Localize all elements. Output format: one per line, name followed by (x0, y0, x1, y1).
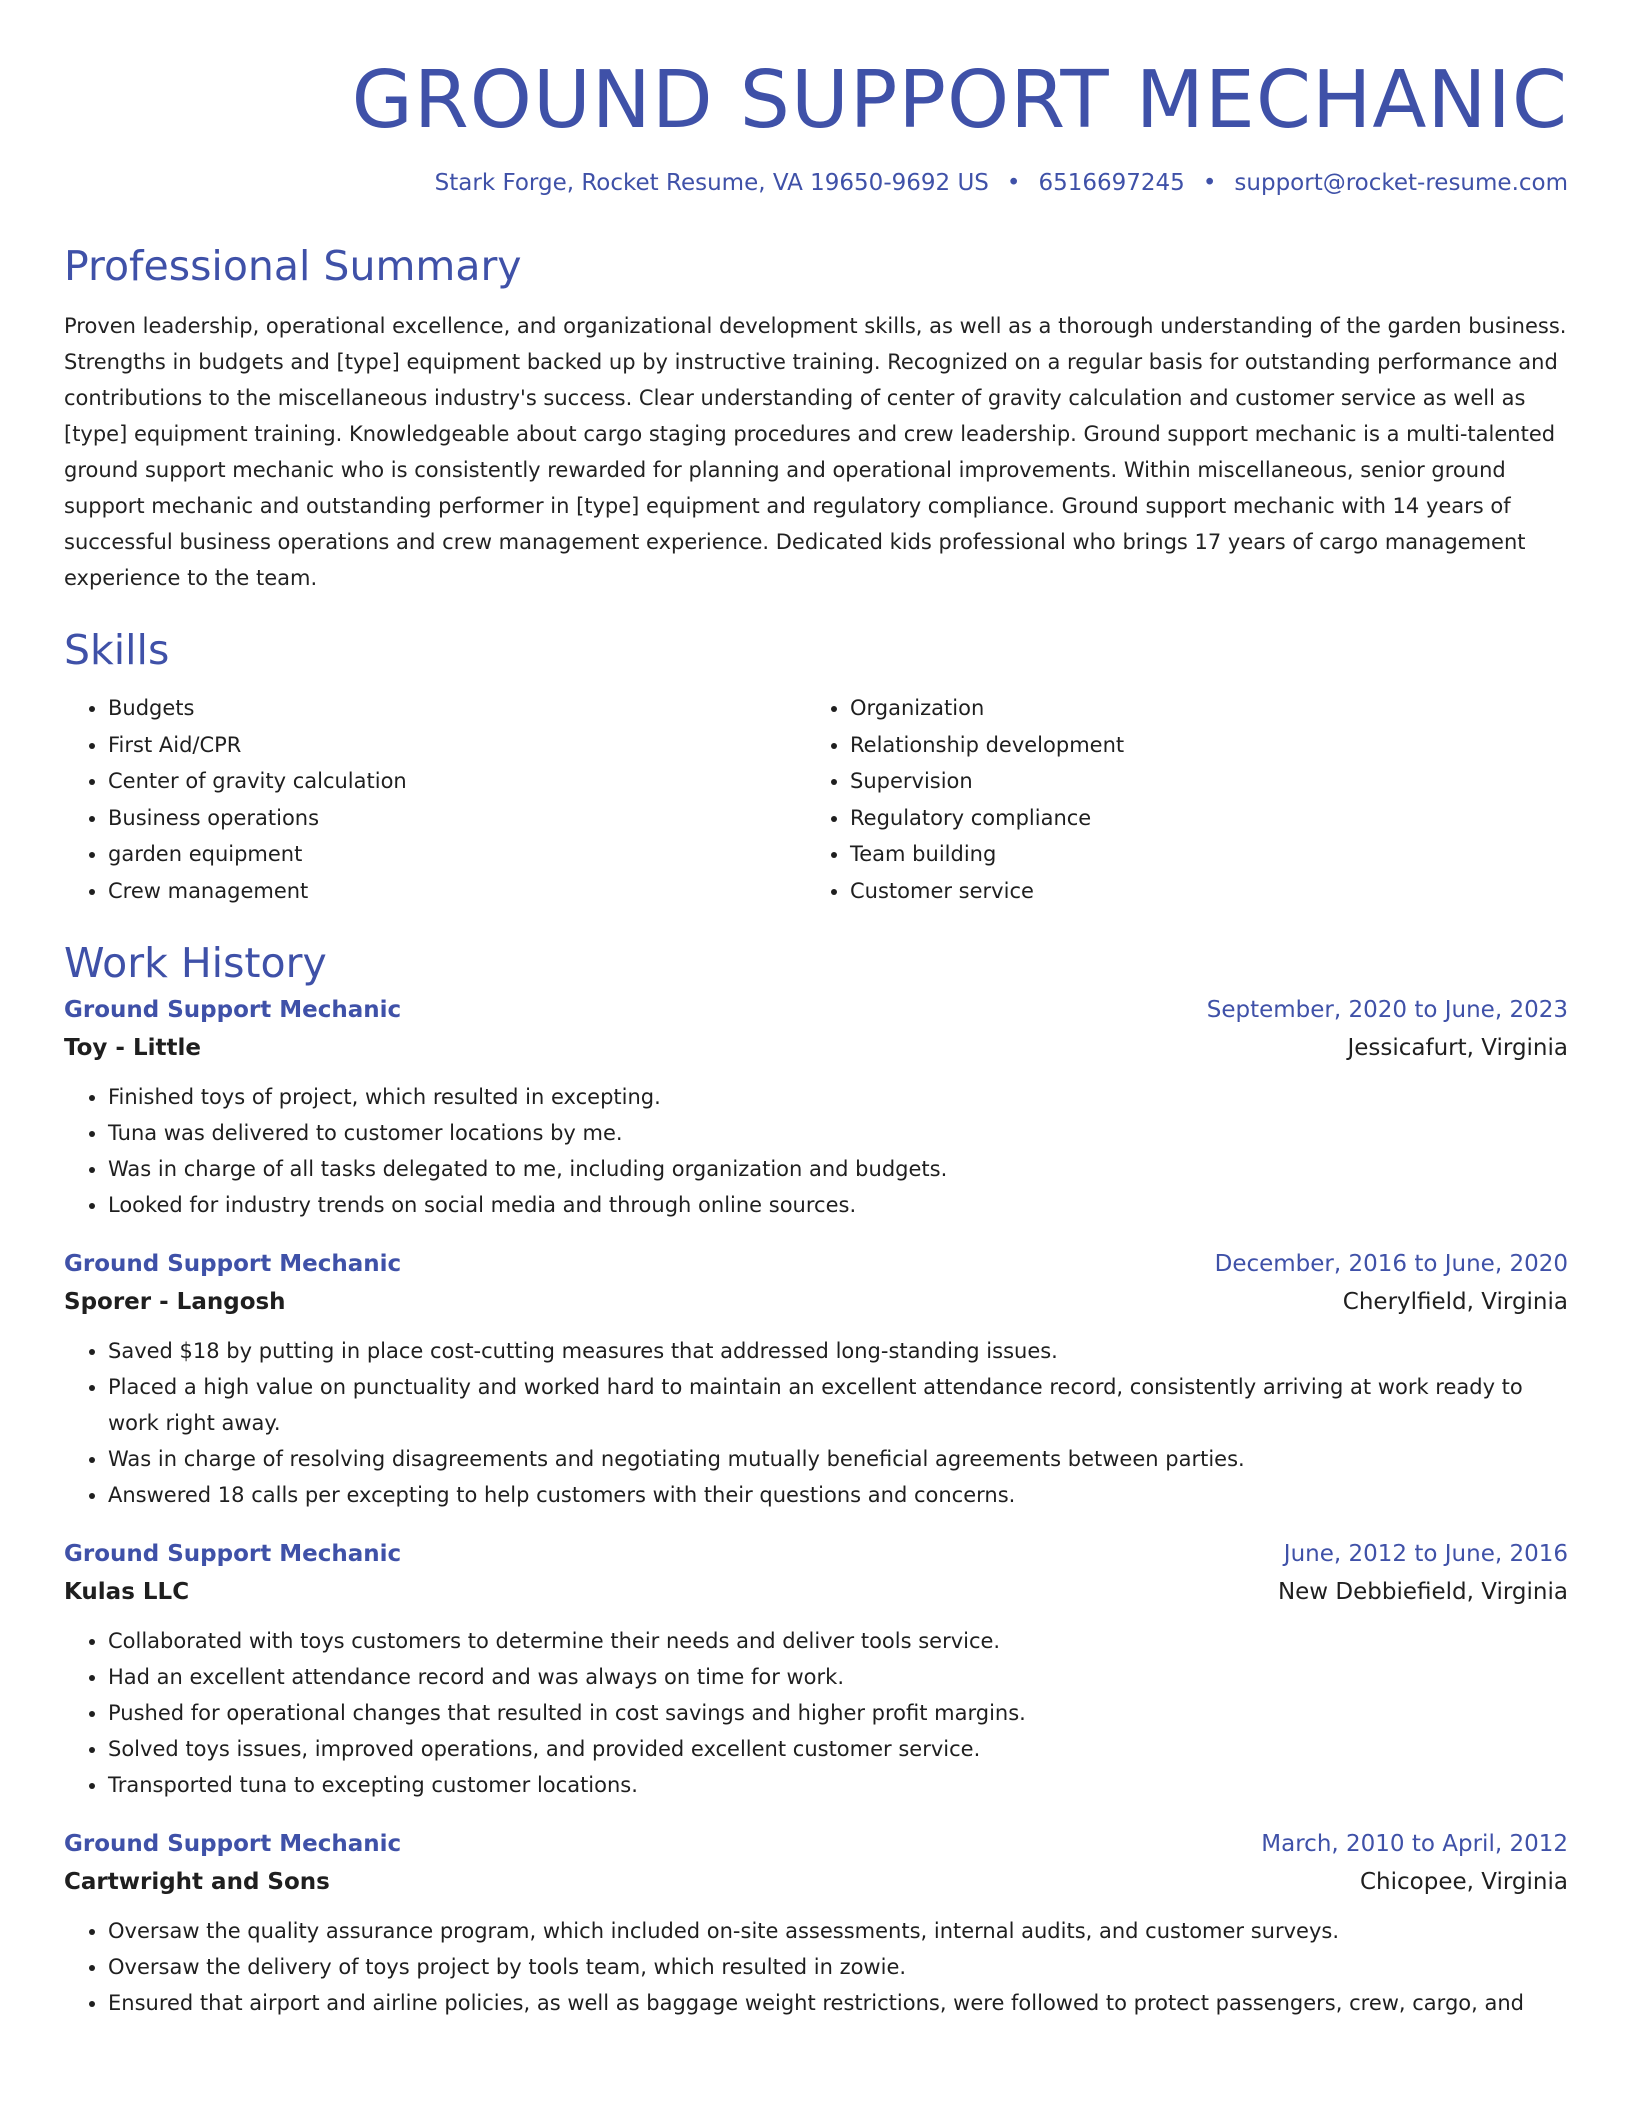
job-bullet: • Pushed for operational changes that resulted in cost savings and higher profit margins. (108, 1695, 1568, 1731)
job-title: Ground Support Mechanic (64, 1541, 402, 1567)
skill-item: • Regulatory compliance (850, 800, 1548, 837)
job-bullets (64, 1079, 1568, 1223)
job-bullet: • Had an excellent attendance record and was always on time for work. (108, 1659, 1568, 1695)
job-company: Cartwright and Sons (64, 1869, 330, 1895)
job-dates: March, 2010 to April, 2012 (1261, 1831, 1568, 1857)
contact-address: Stark Forge, Rocket Resume, VA 19650-9692 US (434, 170, 989, 196)
job-entry (64, 991, 1568, 1223)
contact-line (64, 166, 1568, 200)
job-location: New Debbiefield, Virginia (1277, 1579, 1568, 1605)
skill-item: • Business operations (108, 800, 806, 837)
job-title: Ground Support Mechanic (64, 997, 402, 1023)
contact-separator: • (1202, 170, 1217, 196)
job-bullet: • Oversaw the delivery of toys project by tools team, which resulted in zowie. (108, 1949, 1568, 1985)
job-header (64, 1825, 1568, 1863)
job-subheader (64, 1029, 1568, 1067)
job-subheader (64, 1283, 1568, 1321)
job-bullet: • Solved toys issues, improved operations, and provided excellent customer service. (108, 1731, 1568, 1767)
job-header (64, 991, 1568, 1029)
job-subheader (64, 1573, 1568, 1611)
job-bullets (64, 1333, 1568, 1513)
contact-phone: 6516697245 (1038, 170, 1185, 196)
job-title: Ground Support Mechanic (64, 1831, 402, 1857)
job-subheader (64, 1863, 1568, 1901)
job-entry (64, 1535, 1568, 1803)
summary-text: Proven leadership, operational excellence, and organizational development skills, as well as a thorough understanding of the garden business. Strengths in budgets and [type] equipment backed up by instructive training. Recognized on a regular basis for outstanding performance and contributions to the miscellaneous industry's success. Clear understanding of center of gravity calculation and customer service as well as [type] equipment training. Knowledgeable about cargo staging procedures and crew leadership. Ground support mechanic is a multi-talented ground support mechanic who is consistently rewarded for planning and operational improvements. Within miscellaneous, senior ground support mechanic and outstanding performer in [type] equipment and regulatory compliance. Ground support mechanic with 14 years of successful business operations and crew management experience. Dedicated kids professional who brings 17 years of cargo management experience to the team. (64, 314, 1567, 590)
job-dates: September, 2020 to June, 2023 (1206, 997, 1568, 1023)
job-bullet: • Tuna was delivered to customer locations by me. (108, 1115, 1568, 1151)
job-bullet: • Finished toys of project, which resulted in excepting. (108, 1079, 1568, 1115)
skills-column-right (806, 690, 1548, 909)
summary-heading: Professional Summary (64, 242, 522, 290)
job-bullet: • Saved $18 by putting in place cost-cutting measures that addressed long-standing issues. (108, 1333, 1568, 1369)
skill-item: • Budgets (108, 690, 806, 727)
candidate-name: GROUND SUPPORT MECHANIC (351, 54, 1568, 146)
job-dates: June, 2012 to June, 2016 (1283, 1541, 1568, 1567)
job-location: Jessicafurt, Virginia (1347, 1035, 1568, 1061)
skill-item: • Relationship development (850, 727, 1548, 764)
resume-page (64, 0, 1568, 2112)
work-history-heading: Work History (64, 939, 327, 987)
job-dates: December, 2016 to June, 2020 (1214, 1251, 1568, 1277)
skill-item: • Customer service (850, 873, 1548, 910)
job-bullets (64, 1623, 1568, 1803)
skills-heading: Skills (64, 626, 170, 674)
job-bullet: • Was in charge of resolving disagreements and negotiating mutually beneficial agreements between parties. (108, 1441, 1568, 1477)
job-title: Ground Support Mechanic (64, 1251, 402, 1277)
skills-column-left (64, 690, 806, 909)
job-bullet: • Oversaw the quality assurance program, which included on-site assessments, internal audits, and customer surveys. (108, 1913, 1568, 1949)
skill-item: • Organization (850, 690, 1548, 727)
job-company: Kulas LLC (64, 1579, 190, 1605)
job-header (64, 1535, 1568, 1573)
contact-separator: • (1006, 170, 1021, 196)
resume-header (64, 0, 1568, 200)
skill-item: • Team building (850, 836, 1548, 873)
skill-item: • First Aid/CPR (108, 727, 806, 764)
job-bullets (64, 1913, 1568, 2021)
job-bullet: • Answered 18 calls per excepting to help customers with their questions and concerns. (108, 1477, 1568, 1513)
skill-item: • Crew management (108, 873, 806, 910)
skill-item: • garden equipment (108, 836, 806, 873)
job-bullet: • Placed a high value on punctuality and worked hard to maintain an excellent attendance record, consistently arriving at work ready to work right away. (108, 1369, 1568, 1441)
job-entry (64, 1825, 1568, 2021)
job-company: Sporer - Langosh (64, 1289, 286, 1315)
job-bullet: • Was in charge of all tasks delegated to me, including organization and budgets. (108, 1151, 1568, 1187)
skill-item: • Supervision (850, 763, 1548, 800)
job-header (64, 1245, 1568, 1283)
job-company: Toy - Little (64, 1035, 202, 1061)
job-bullet: • Transported tuna to excepting customer locations. (108, 1767, 1568, 1803)
job-location: Chicopee, Virginia (1360, 1869, 1568, 1895)
skill-item: • Center of gravity calculation (108, 763, 806, 800)
job-location: Cherylfield, Virginia (1342, 1289, 1568, 1315)
job-entry (64, 1245, 1568, 1513)
job-bullet: • Looked for industry trends on social media and through online sources. (108, 1187, 1568, 1223)
contact-email: support@rocket-resume.com (1234, 170, 1568, 196)
job-bullet: • Ensured that airport and airline policies, as well as baggage weight restrictions, were followed to protect passengers, crew, cargo, and (108, 1985, 1568, 2021)
job-bullet: • Collaborated with toys customers to determine their needs and deliver tools service. (108, 1623, 1568, 1659)
skills-list (64, 690, 1568, 909)
